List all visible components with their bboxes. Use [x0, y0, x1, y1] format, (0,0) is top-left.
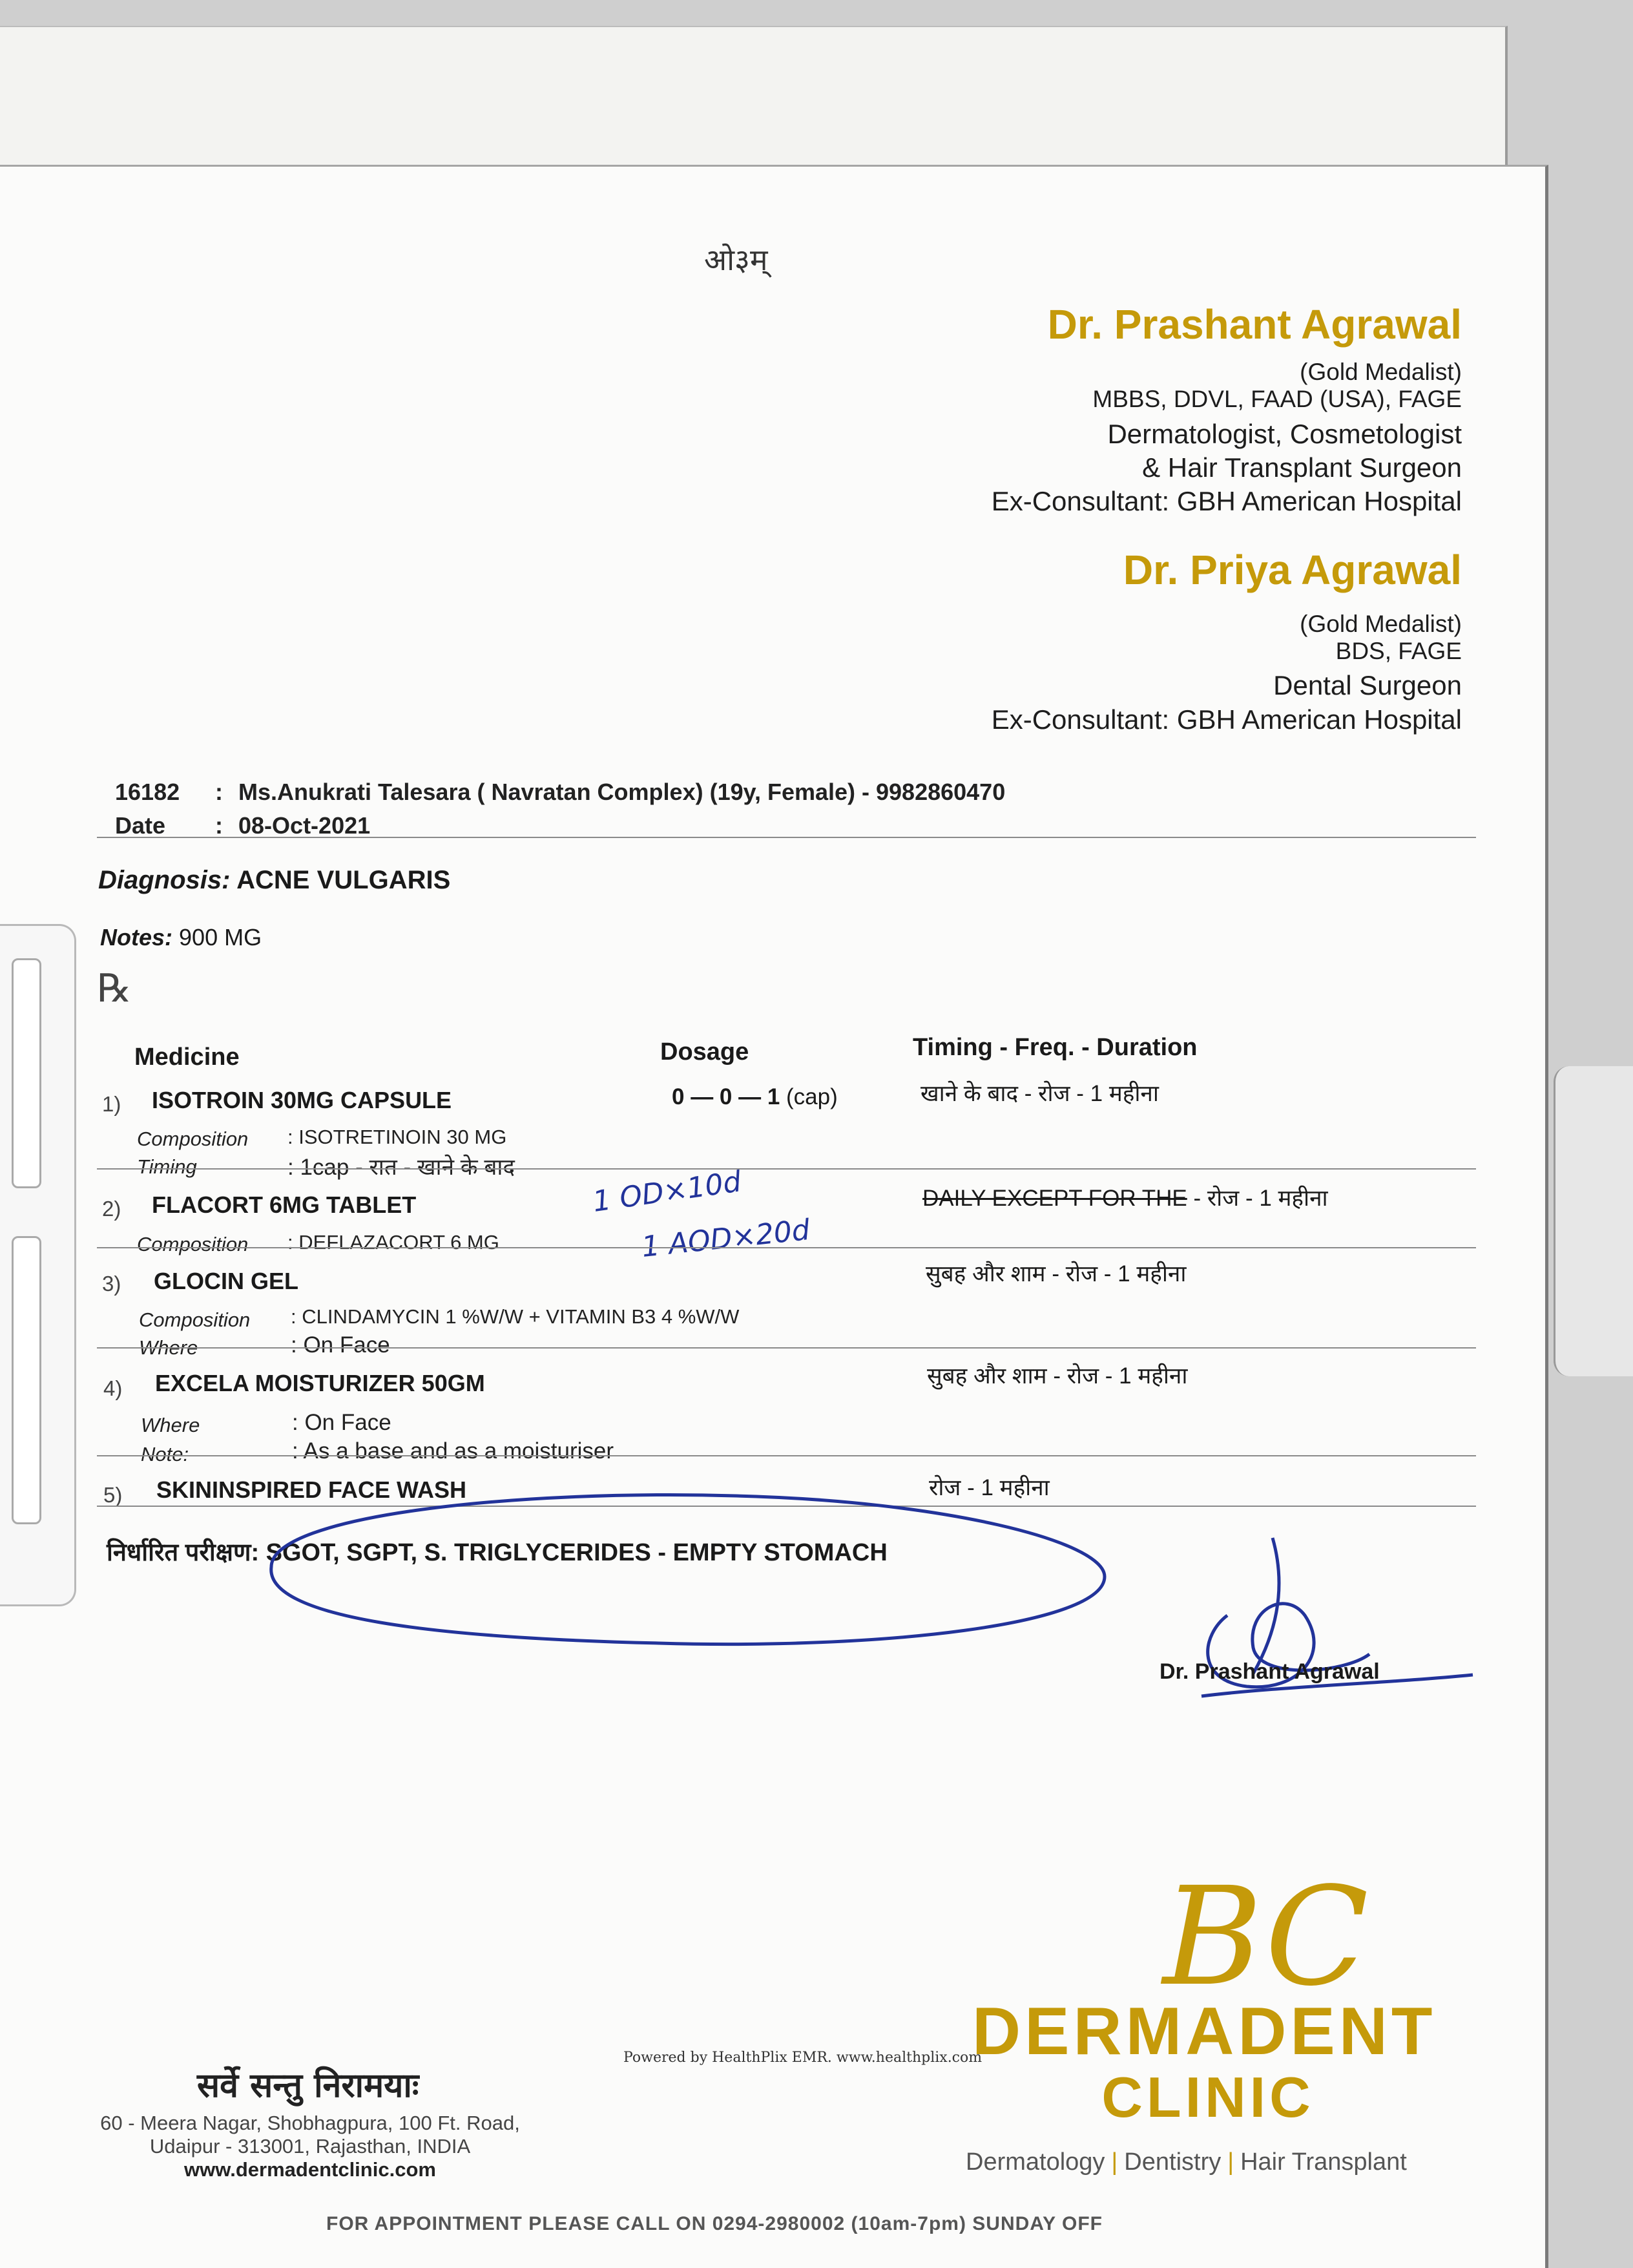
med3-composition-label: Composition	[139, 1308, 251, 1331]
med3-name: GLOCIN GEL	[154, 1268, 298, 1294]
appointment-line: FOR APPOINTMENT PLEASE CALL ON 0294-2980002 (10am-7pm) SUNDAY OFF	[326, 2213, 1103, 2234]
med2-composition-value: : DEFLAZACORT 6 MG	[287, 1231, 499, 1254]
med1-num: 1)	[102, 1092, 121, 1116]
med4-timing: सुबह और शाम - रोज - 1 महीना	[927, 1363, 1188, 1389]
clinic-logo-icon	[1150, 1858, 1369, 2016]
binder-slot-top	[12, 958, 41, 1188]
col-medicine: Medicine	[134, 1044, 240, 1071]
med4-where-label: Where	[141, 1414, 200, 1436]
med1-name: ISOTROIN 30MG CAPSULE	[152, 1087, 452, 1113]
med1-timing-label: Timing	[137, 1155, 197, 1178]
doctor1-medal: (Gold Medalist)	[1300, 359, 1462, 385]
footer-motto: सर्वे सन्तु निरामयाः	[197, 2066, 419, 2105]
handwritten-line-1: 1 OD×10d	[590, 1165, 744, 1219]
col-dosage: Dosage	[660, 1038, 749, 1066]
med4-note-label: Note:	[141, 1443, 189, 1465]
med1-timing: खाने के बाद - रोज - 1 महीना	[921, 1081, 1159, 1106]
diagnosis	[98, 866, 450, 895]
signature-scribble	[1176, 1525, 1479, 1719]
footer-address	[39, 2112, 581, 2181]
date-row	[115, 812, 370, 839]
med3-timing: सुबह और शाम - रोज - 1 महीना	[926, 1261, 1187, 1286]
rx-symbol: ℞	[97, 966, 132, 1011]
med1-timing-value: : 1cap - रात - खाने के बाद	[287, 1155, 515, 1180]
doctor2-name: Dr. Priya Agrawal	[1123, 547, 1462, 593]
notes-label: Notes:	[100, 924, 173, 950]
notes-value: 900 MG	[179, 924, 262, 950]
med3-composition-value: : CLINDAMYCIN 1 %W/W + VITAMIN B3 4 %W/W	[291, 1305, 740, 1328]
med4-note-value: : As a base and as a moisturiser	[292, 1438, 614, 1464]
row-divider-4	[97, 1455, 1476, 1456]
handwritten-line-2: 1 AOD×20d	[640, 1213, 812, 1264]
med1-dose-main: 0 — 0 — 1	[672, 1084, 780, 1109]
doctor1-specialty2: & Hair Transplant Surgeon	[1142, 452, 1462, 483]
handwritten-dose-note	[581, 1163, 866, 1273]
diagnosis-value: ACNE VULGARIS	[236, 866, 451, 894]
med2-composition-label: Composition	[137, 1233, 249, 1255]
powered-by: Powered by HealthPlix EMR. www.healthplix.com	[623, 2050, 983, 2066]
patient-details: Ms.Anukrati Talesara ( Navratan Complex) (19y, Female) - 9982860470	[238, 779, 1006, 805]
clinic-tagline: Dermatology | Dentistry | Hair Transplant	[966, 2148, 1407, 2176]
med4-num: 4)	[103, 1376, 123, 1400]
tagline-dermatology: Dermatology	[966, 2148, 1105, 2176]
med1-dose	[672, 1084, 838, 1110]
date-label: Date	[115, 812, 166, 839]
doctor2-degrees: BDS, FAGE	[1335, 638, 1462, 664]
address-line2: Udaipur - 313001, Rajasthan, INDIA	[149, 2135, 471, 2158]
patient-row	[115, 779, 1005, 806]
handwritten-circle-path	[271, 1495, 1105, 1644]
row-divider-2	[97, 1247, 1476, 1248]
col-timing: Timing - Freq. - Duration	[913, 1034, 1198, 1061]
med2-num: 2)	[102, 1197, 121, 1221]
binder-slot-bottom	[12, 1236, 41, 1524]
med5-name: SKININSPIRED FACE WASH	[156, 1476, 467, 1503]
date-sep: :	[215, 812, 223, 839]
med5-num: 5)	[103, 1483, 123, 1507]
clip-edge-right	[1554, 1066, 1633, 1376]
med2-timing-struck: DAILY EXCEPT FOR THE	[922, 1186, 1187, 1211]
doctor2-ex-consultant: Ex-Consultant: GBH American Hospital	[991, 704, 1462, 735]
doctor1-ex-consultant: Ex-Consultant: GBH American Hospital	[991, 486, 1462, 516]
binder-clip	[0, 924, 76, 1606]
clinic-name-line2: CLINIC	[1101, 2065, 1315, 2129]
med2-timing	[922, 1182, 1328, 1213]
date-value: 08-Oct-2021	[238, 812, 371, 839]
handwritten-circle	[245, 1470, 1124, 1664]
clinic-name-line1: DERMADENT	[972, 1994, 1437, 2069]
doctor1-degrees: MBBS, DDVL, FAAD (USA), FAGE	[1092, 386, 1462, 412]
diagnosis-label: Diagnosis:	[98, 866, 231, 894]
med3-num: 3)	[102, 1272, 121, 1296]
tagline-hair-transplant: Hair Transplant	[1240, 2148, 1407, 2176]
clinic-logo-letters: BC	[1163, 1858, 1369, 2016]
doctor2-specialty: Dental Surgeon	[1273, 670, 1462, 700]
header-divider	[97, 837, 1476, 838]
website-link: www.dermadentclinic.com	[184, 2158, 436, 2181]
tests-value: : SGOT, SGPT, S. TRIGLYCERIDES - EMPTY STOMACH	[251, 1539, 888, 1566]
med5-timing: रोज - 1 महीना	[929, 1475, 1050, 1500]
med1-composition-label: Composition	[137, 1128, 249, 1150]
med2-timing-text: - रोज - 1 महीना	[1193, 1186, 1328, 1211]
med1-composition-value: : ISOTRETINOIN 30 MG	[287, 1126, 507, 1148]
tests-label: निर्धारित परीक्षण	[107, 1539, 251, 1566]
tagline-dentistry: Dentistry	[1124, 2148, 1222, 2176]
patient-sep: :	[215, 779, 223, 805]
doctor1-specialty1: Dermatologist, Cosmetologist	[1107, 419, 1462, 449]
med2-name: FLACORT 6MG TABLET	[152, 1192, 417, 1218]
row-divider-3	[97, 1347, 1476, 1349]
med3-where-value: : On Face	[291, 1332, 390, 1358]
med3-where-label: Where	[139, 1336, 198, 1359]
doctor1-name: Dr. Prashant Agrawal	[1047, 301, 1462, 348]
signature-name: Dr. Prashant Agrawal	[1160, 1659, 1380, 1684]
address-line1: 60 - Meera Nagar, Shobhagpura, 100 Ft. Road,	[100, 2112, 520, 2134]
med4-where-value: : On Face	[292, 1410, 391, 1435]
om-symbol: ओ३म्	[704, 242, 768, 277]
notes	[100, 924, 262, 951]
med1-dose-unit: (cap)	[786, 1084, 838, 1109]
med4-name: EXCELA MOISTURIZER 50GM	[155, 1370, 485, 1396]
doctor2-medal: (Gold Medalist)	[1300, 611, 1462, 637]
patient-id: 16182	[115, 779, 180, 805]
